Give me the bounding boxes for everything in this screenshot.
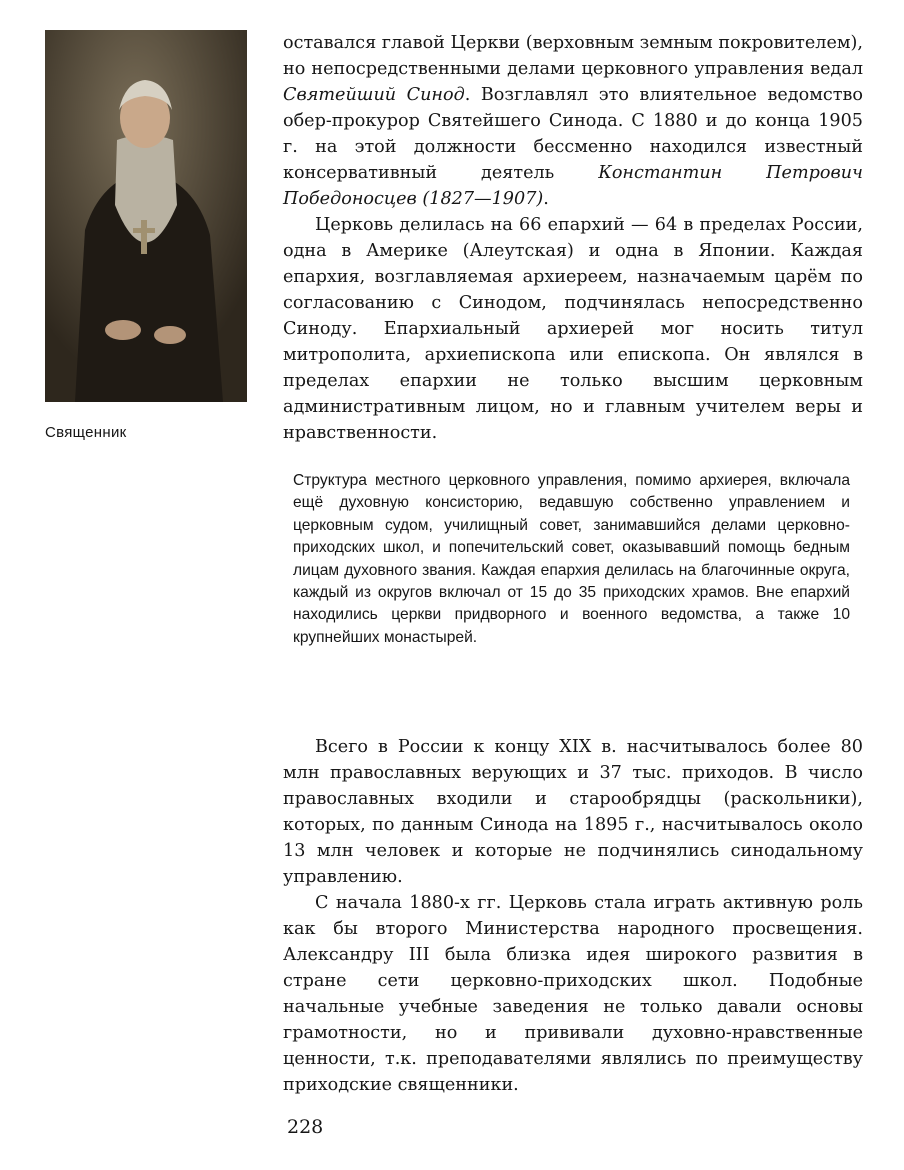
paragraph-1 xyxy=(283,30,863,212)
paragraph-3: Всего в России к концу XIX в. насчитывалось более 80 млн православных верующих и 37 тыс. приходов. В число православных входили и старообрядцы (раскольники), которых, по данным Синода на 1895 г., насчитывалось около 13 млн человек и которые не подчинялись синодальному управлению. xyxy=(283,737,863,887)
sidebar-box-text: Структура местного церковного управления, помимо архиерея, включала ещё духовную консисторию, ведавшую собственно управлением и церковным судом, училищный совет, занимавшийся делами церковно-приходских школ, и попечительский совет, оказывавший помощь бедным лицам духовного звания. Каждая епархия делилась на благочинные округа, каждый из округов включал от 15 до 35 приходских храмов. Вне епархий находились церкви придворного и военного ведомства, а также 10 крупнейших монастырей. xyxy=(293,472,850,646)
holy-synod-term: Святейший Синод xyxy=(283,85,465,105)
paragraph-1-part-2: . Возглавлял это влиятельное ведомство обер-прокурор Святейшего Синода. С 1880 и до конца 1905 г. на этой должности бессменно находился известный консервативный деятель xyxy=(283,85,863,183)
priest-portrait-drawing xyxy=(45,30,247,402)
paragraph-2: Церковь делилась на 66 епархий — 64 в пределах России, одна в Америке (Алеутская) и одна в Японии. Каждая епархия, возглавляемая архиереем, назначаемым царём по согласованию с Синодом, подчинялась непосредственно Синоду. Епархиальный архиерей мог носить титул митрополита, архиепископа или епископа. Он являлся в пределах епархии не только высшим церковным административным лицом, но и главным учителем веры и нравственности. xyxy=(283,215,863,443)
priest-portrait xyxy=(45,30,247,402)
figure-caption: Священник xyxy=(45,424,127,441)
pobedonostsev-name: Константин Петрович Победоносцев (1827—1907) xyxy=(283,163,863,209)
bottom-text-column xyxy=(283,734,863,1098)
page-number: 228 xyxy=(287,1116,324,1138)
top-text-column xyxy=(283,30,863,446)
paragraph-1-part-1: оставался главой Церкви (верховным земным покровителем), но непосредственными делами церковного управления ведал xyxy=(283,33,863,79)
paragraph-4: С начала 1880-х гг. Церковь стала играть активную роль как бы второго Министерства народного просвещения. Александру III была близка идея широкого развития в стране сети церковно-приходских школ. Подобные начальные учебные заведения не только давали основы грамотности, но и прививали духовно-нравственные ценности, т.к. преподавателями являлись по преимуществу приходские священники. xyxy=(283,893,863,1095)
paragraph-1-part-3: . xyxy=(543,189,549,209)
